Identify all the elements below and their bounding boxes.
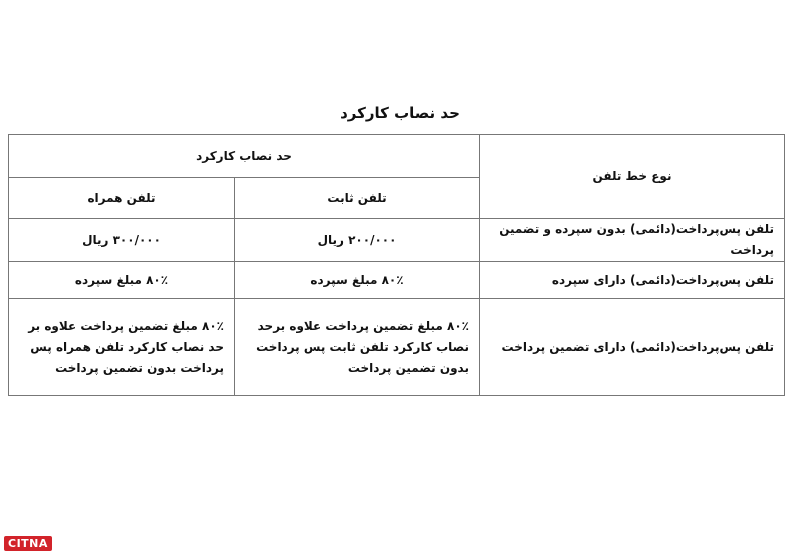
header-quota: حد نصاب کارکرد <box>9 135 480 178</box>
cell-mobile-value: ۸۰٪ مبلغ سپرده <box>9 262 235 299</box>
logo-text: CITNA <box>4 536 52 551</box>
page-title: حد نصاب کارکرد <box>340 104 460 122</box>
cell-mobile-value: ۳۰۰/۰۰۰ ریال <box>9 219 235 262</box>
header-line-type: نوع خط تلفن <box>480 135 785 219</box>
cell-mobile-text: ۸۰٪ مبلغ تضمین پرداخت علاوه بر حد نصاب کارکرد تلفن همراه پس پرداخت بدون تضمین پرداخت <box>28 318 224 375</box>
header-mobile-phone: تلفن همراه <box>9 178 235 219</box>
quota-table <box>8 134 785 396</box>
cell-fixed-text: ۸۰٪ مبلغ تضمین پرداخت علاوه برحد نصاب کارکرد تلفن ثابت پس پرداخت بدون تضمین پرداخت <box>256 318 469 375</box>
table-row <box>9 299 785 396</box>
citna-logo <box>4 536 52 551</box>
cell-fixed-value <box>235 299 480 396</box>
cell-fixed-value: ۸۰٪ مبلغ سپرده <box>235 262 480 299</box>
cell-mobile-value <box>9 299 235 396</box>
table-row <box>9 262 785 299</box>
cell-fixed-value: ۲۰۰/۰۰۰ ریال <box>235 219 480 262</box>
cell-line-type: تلفن پس‌پرداخت(دائمی) دارای سپرده <box>480 262 785 299</box>
cell-line-type: تلفن پس‌پرداخت(دائمی) بدون سپرده و تضمین پرداخت <box>480 219 785 262</box>
table-row <box>9 219 785 262</box>
cell-line-type: تلفن پس‌پرداخت(دائمی) دارای تضمین پرداخت <box>480 299 785 396</box>
table-header-row <box>9 135 785 178</box>
header-fixed-phone: تلفن ثابت <box>235 178 480 219</box>
